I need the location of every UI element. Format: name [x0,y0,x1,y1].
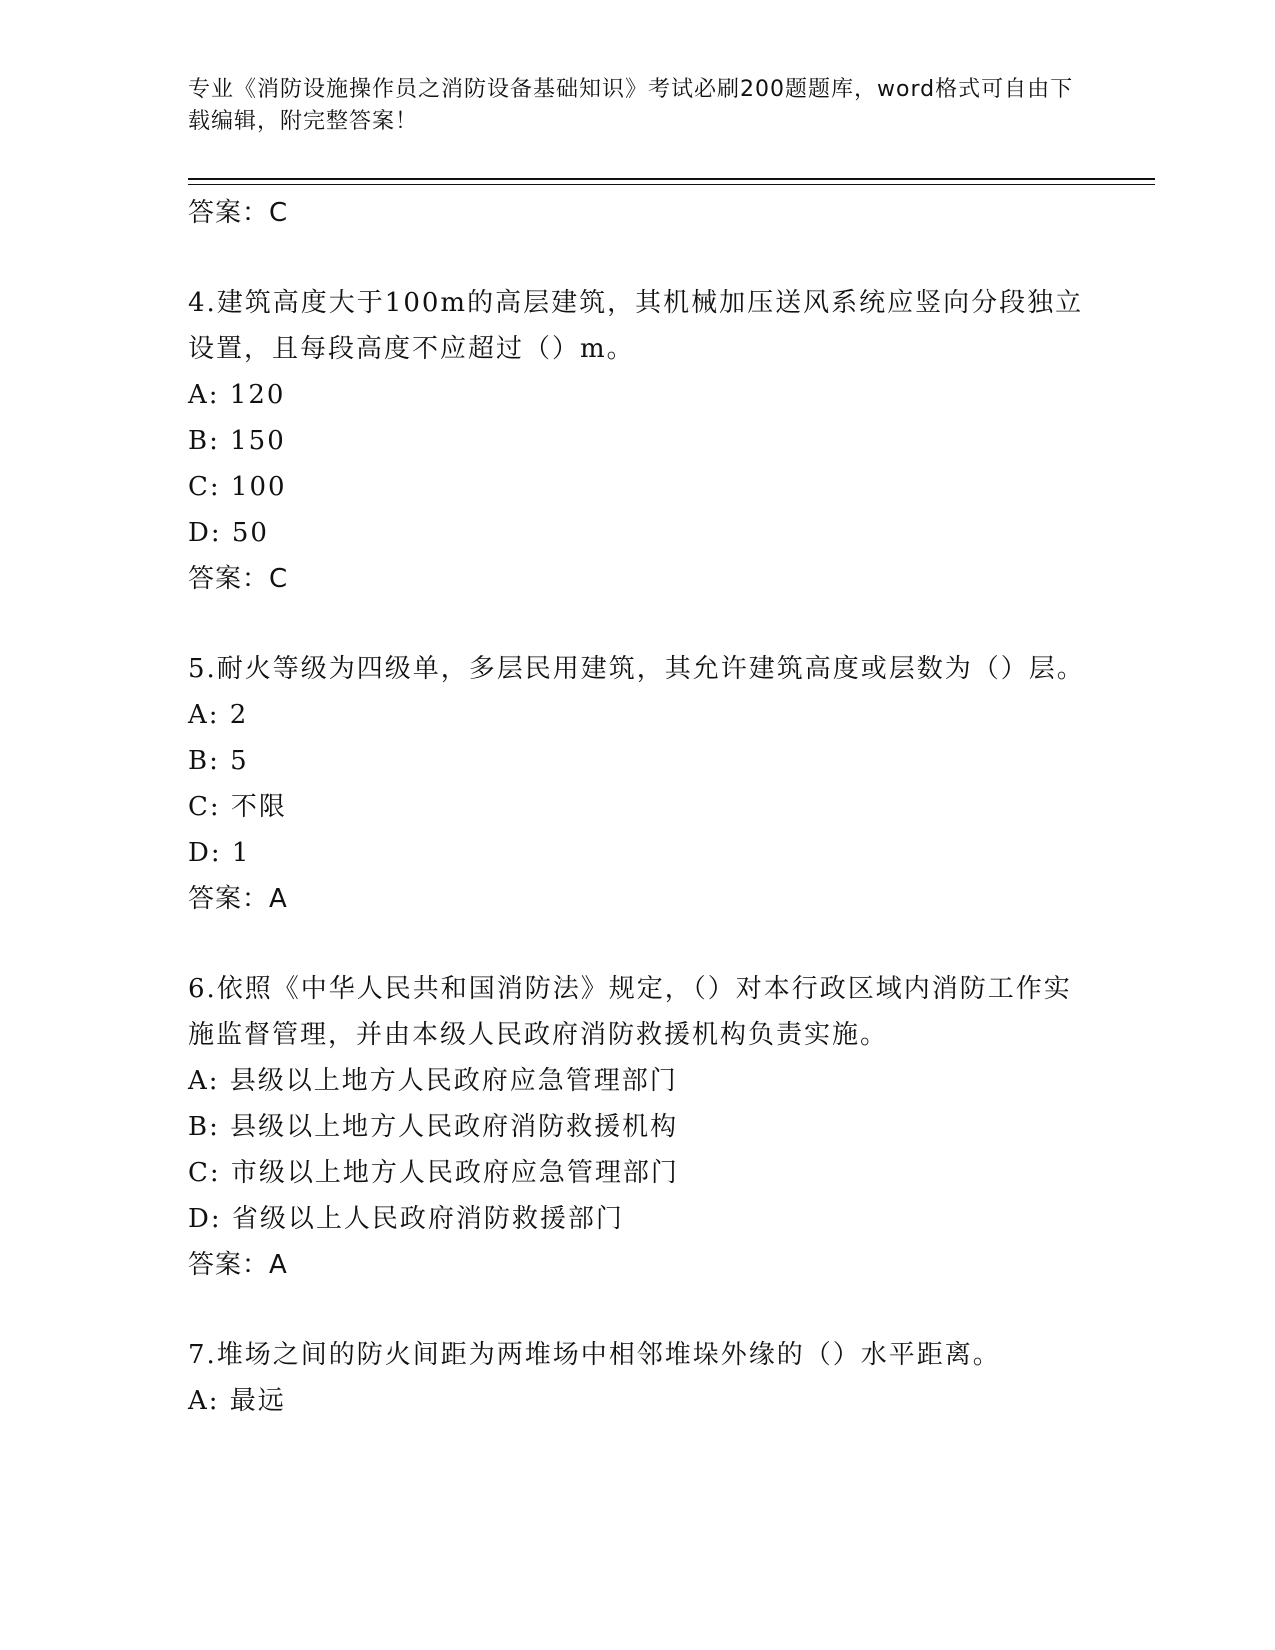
question-block [188,280,1088,602]
option-c: C: 100 [188,472,287,502]
option-c: C: 市级以上地方人民政府应急管理部门 [188,1158,679,1188]
option-a: A: 县级以上地方人民政府应急管理部门 [188,1066,678,1096]
option-d: D: 省级以上人民政府消防救援部门 [188,1204,624,1234]
question-text: 7.堆场之间的防火间距为两堆场中相邻堆垛外缘的（）水平距离。 [188,1340,1001,1370]
option-c: C: 不限 [188,792,287,822]
option-d: D: 1 [188,838,251,868]
question-block [188,966,1088,1288]
header-divider [188,178,1155,180]
question-text: 6.依照《中华人民共和国消防法》规定，（）对本行政区域内消防工作实施监督管理，并由本级人民政府消防救援机构负责实施。 [188,974,1072,1050]
question-block [188,646,1088,922]
option-a: A: 120 [188,380,286,410]
question-list [188,190,1088,1424]
answer-line: 答案：C [188,198,289,228]
option-d: D: 50 [188,518,269,548]
answer-line: 答案：C [188,564,289,594]
option-a: A: 2 [188,700,249,730]
option-a: A: 最远 [188,1386,286,1416]
option-b: B: 县级以上地方人民政府消防救援机构 [188,1112,679,1142]
option-b: B: 5 [188,746,249,776]
header-divider-thin [188,184,1155,185]
question-text: 4.建筑高度大于100m的高层建筑，其机械加压送风系统应竖向分段独立设置，且每段高度不应超过（）m。 [188,288,1084,364]
question-text: 5.耐火等级为四级单，多层民用建筑，其允许建筑高度或层数为（）层。 [188,654,1085,684]
question-block [188,1332,1088,1424]
document-header: 专业《消防设施操作员之消防设备基础知识》考试必刷200题题库，word格式可自由下载编辑，附完整答案！ [188,77,1074,134]
option-b: B: 150 [188,426,286,456]
answer-line: 答案：A [188,1250,288,1280]
answer-line: 答案：A [188,884,288,914]
